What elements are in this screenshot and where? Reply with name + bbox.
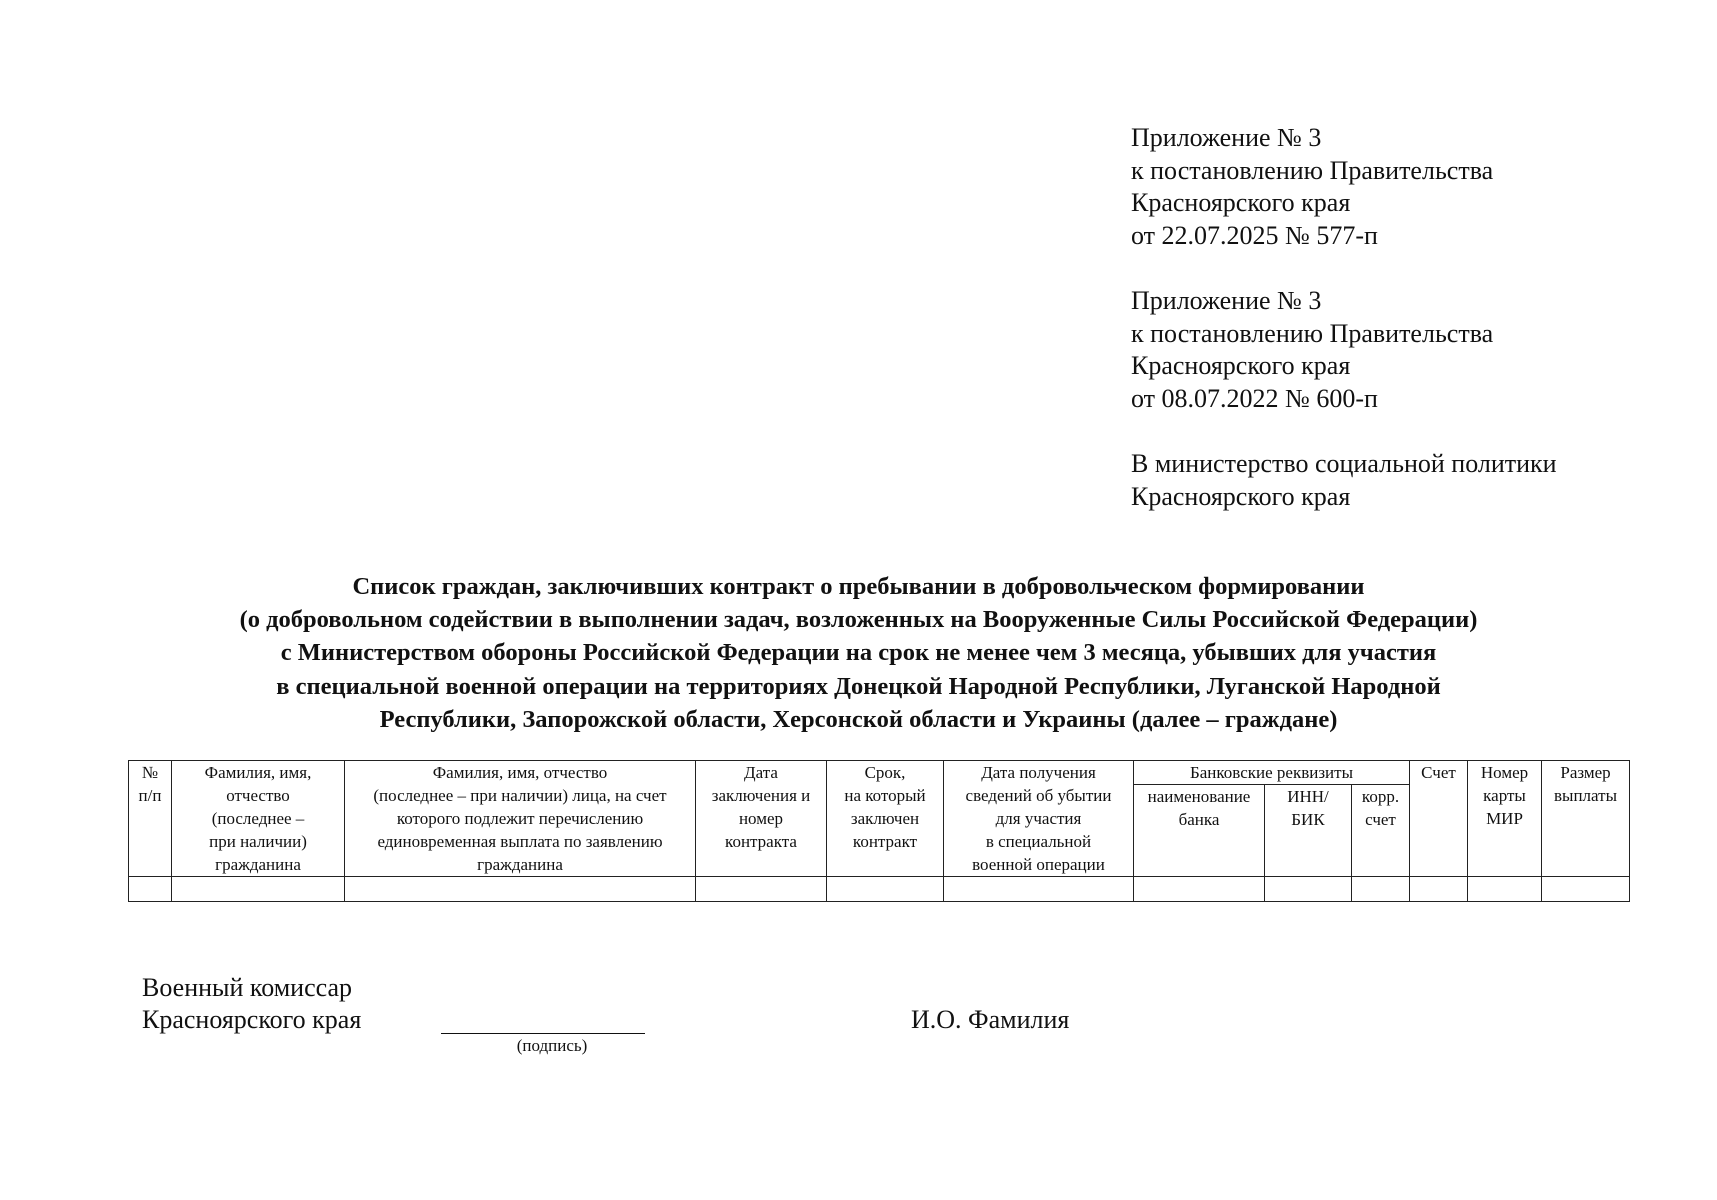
appendix-line: к постановлению Правительства bbox=[1131, 318, 1494, 348]
appendix-line: Красноярского края bbox=[1131, 351, 1351, 380]
header-num: № п/п bbox=[129, 761, 172, 877]
addressee-line: В министерство социальной политики bbox=[1131, 449, 1557, 478]
signatory-position bbox=[142, 972, 361, 1036]
cell-payee-name bbox=[345, 877, 696, 902]
header-citizen-name: Фамилия, имя, отчество (последнее – при наличии) гражданина bbox=[172, 761, 345, 877]
appendix-line: Красноярского края bbox=[1131, 188, 1351, 217]
cell-mir-card bbox=[1468, 877, 1542, 902]
cell-citizen-name bbox=[172, 877, 345, 902]
cell-payment-amount bbox=[1542, 877, 1630, 902]
signatory-name: И.О. Фамилия bbox=[911, 1005, 1070, 1034]
signatory-position-line: Военный комиссар bbox=[142, 973, 353, 1002]
table-row bbox=[129, 877, 1630, 902]
header-term: Срок, на который заключен контракт bbox=[827, 761, 944, 877]
appendix-line: от 08.07.2022 № 600-п bbox=[1131, 383, 1378, 413]
cell-contract-date bbox=[696, 877, 827, 902]
appendix-current-heading bbox=[1131, 122, 1493, 252]
header-mir-card: Номер карты МИР bbox=[1468, 761, 1542, 877]
signature-line bbox=[441, 1033, 645, 1034]
appendix-line: от 22.07.2025 № 577-п bbox=[1131, 220, 1378, 250]
header-corr-account: корр. счет bbox=[1352, 785, 1410, 877]
cell-corr-account bbox=[1352, 877, 1410, 902]
cell-num bbox=[129, 877, 172, 902]
header-inn-bik: ИНН/ БИК bbox=[1265, 785, 1352, 877]
header-departure-info-date: Дата получения сведений об убытии для участия в специальной военной операции bbox=[944, 761, 1134, 877]
appendix-line: к постановлению Правительства bbox=[1131, 155, 1494, 185]
citizens-table bbox=[128, 760, 1630, 902]
header-bank-name: наименование банка bbox=[1134, 785, 1265, 877]
header-payment-amount: Размер выплаты bbox=[1542, 761, 1630, 877]
appendix-line: Приложение № 3 bbox=[1131, 123, 1322, 152]
signature-caption: (подпись) bbox=[516, 1036, 588, 1055]
document-title bbox=[0, 570, 1717, 736]
title-line: с Министерством обороны Российской Федерации на срок не менее чем 3 месяца, убывших для участия bbox=[280, 639, 1437, 667]
title-line: Республики, Запорожской области, Херсонской области и Украины (далее – граждане) bbox=[379, 705, 1338, 733]
header-account: Счет bbox=[1410, 761, 1468, 877]
cell-bank-name bbox=[1134, 877, 1265, 902]
appendix-original-heading bbox=[1131, 285, 1493, 415]
cell-inn-bik bbox=[1265, 877, 1352, 902]
header-contract-date: Дата заключения и номер контракта bbox=[696, 761, 827, 877]
cell-term bbox=[827, 877, 944, 902]
title-line: в специальной военной операции на территориях Донецкой Народной Республики, Луганской Народной bbox=[276, 672, 1441, 700]
addressee bbox=[1131, 448, 1557, 513]
title-line: (о добровольном содействии в выполнении задач, возложенных на Вооруженные Силы Российской Федерации) bbox=[239, 606, 1478, 634]
header-bank-details: Банковские реквизиты bbox=[1134, 761, 1410, 785]
cell-account bbox=[1410, 877, 1468, 902]
signatory-position-line: Красноярского края bbox=[142, 1005, 362, 1034]
appendix-line: Приложение № 3 bbox=[1131, 286, 1322, 315]
cell-departure-info-date bbox=[944, 877, 1134, 902]
title-line: Список граждан, заключивших контракт о пребывании в добровольческом формировании bbox=[352, 573, 1365, 600]
header-payee-name: Фамилия, имя, отчество (последнее – при наличии) лица, на счет которого подлежит перечислению единовременная выплата по заявлению гражданина bbox=[345, 761, 696, 877]
addressee-line: Красноярского края bbox=[1131, 481, 1351, 511]
